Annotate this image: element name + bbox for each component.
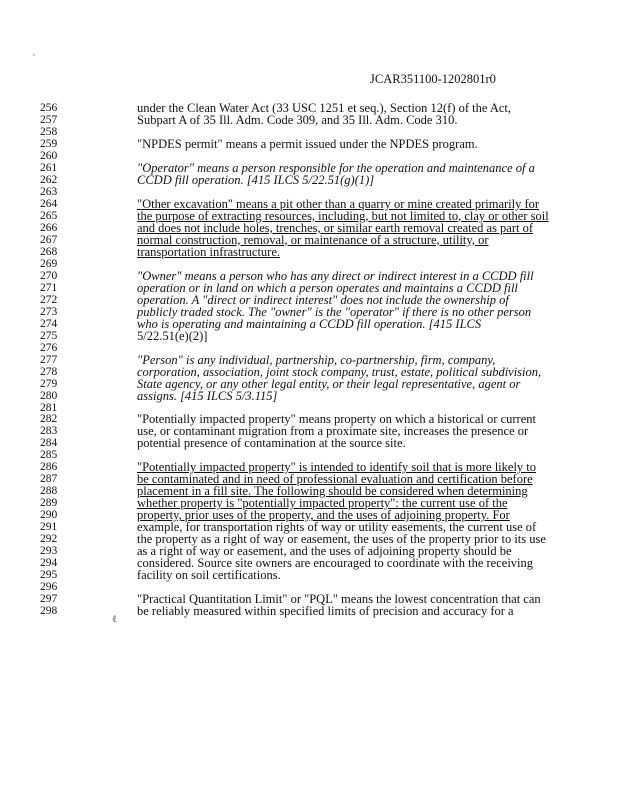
- line-number: 296: [40, 581, 58, 594]
- margin-mark: ℓ: [112, 614, 117, 625]
- corner-mark: ,: [33, 48, 35, 57]
- line-number: 284: [40, 437, 58, 450]
- line-number: 260: [40, 149, 58, 162]
- line-text: "Practical Quantitation Limit" or "PQL" means the lowest concentration that can: [137, 592, 541, 607]
- line-text: Subpart A of 35 Ill. Adm. Code 309, and 35 Ill. Adm. Code 310.: [137, 112, 458, 127]
- line-text: the purpose of extracting resources, including, but not limited to, clay or other soil: [137, 208, 549, 223]
- line-number: 259: [40, 137, 58, 150]
- line-number: 267: [40, 233, 58, 246]
- line-number: 291: [40, 521, 58, 534]
- line-number: 261: [40, 161, 58, 174]
- line-number: 272: [40, 293, 58, 306]
- line-text: under the Clean Water Act (33 USC 1251 et seq.), Section 12(f) of the Act,: [137, 101, 512, 115]
- line-text: be contaminated and in need of professional evaluation and certification before: [137, 472, 533, 487]
- line-text: "Potentially impacted property" is intended to identify soil that is more likely to: [137, 460, 537, 475]
- line-number: 279: [40, 377, 58, 390]
- line-text: "Potentially impacted property" means property on which a historical or current: [137, 412, 536, 427]
- line-text: "Operator" means a person responsible for the operation and maintenance of a: [137, 160, 535, 175]
- line-number: 264: [40, 197, 58, 210]
- line-number: 268: [40, 245, 58, 258]
- line-number: 290: [40, 509, 58, 522]
- line-number: 262: [40, 173, 58, 186]
- line-number: 263: [40, 185, 58, 198]
- line-text: as a right of way or easement, and the uses of adjoining property should be: [137, 544, 512, 559]
- line-number: 276: [40, 341, 58, 354]
- line-text: property, prior uses of the property, and the uses of adjoining property. For: [137, 508, 510, 523]
- line-number: 257: [40, 113, 58, 126]
- line-number: 277: [40, 353, 58, 366]
- line-text: operation. A "direct or indirect interest" does not include the ownership of: [137, 292, 509, 307]
- line-text: "Other excavation" means a pit other than a quarry or mine created primarily for: [137, 196, 540, 211]
- line-text: considered. Source site owners are encouraged to coordinate with the receiving: [137, 556, 534, 571]
- line-number: 293: [40, 545, 58, 558]
- line-text: whether property is "potentially impacted property": the current use of the: [137, 496, 508, 511]
- line-text: "NPDES permit" means a permit issued under the NPDES program.: [137, 136, 478, 151]
- line-number: 280: [40, 389, 58, 402]
- line-text: be reliably measured within specified limits of precision and accuracy for a: [137, 604, 514, 619]
- line-text: who is operating and maintaining a CCDD fill operation. [415 ILCS: [137, 316, 482, 331]
- line-number: 275: [40, 329, 58, 342]
- line-text: corporation, association, joint stock company, trust, estate, political subdivision,: [137, 364, 542, 379]
- line-number: 286: [40, 461, 58, 474]
- line-number: 295: [40, 569, 58, 582]
- line-text: 5/22.51(e)(2)]: [137, 328, 208, 343]
- line-text: use, or contaminant migration from a proximate site, increases the presence or: [137, 424, 529, 439]
- line-number: 281: [40, 401, 58, 414]
- line-number: 294: [40, 557, 58, 570]
- line-number: 292: [40, 533, 58, 546]
- line-text: State agency, or any other legal entity, or their legal representative, agent or: [137, 376, 521, 391]
- line-text: placement in a fill site. The following should be considered when determining: [137, 484, 528, 499]
- document-code: JCAR351100-1202801r0: [370, 72, 496, 86]
- line-text: operation or in land on which a person operates and maintains a CCDD fill: [137, 280, 518, 295]
- line-text: normal construction, removal, or maintenance of a structure, utility, or: [137, 232, 489, 247]
- line-text: the property as a right of way or easement, the uses of the property prior to its use: [137, 532, 546, 547]
- line-number: 265: [40, 209, 58, 222]
- line-number: 298: [40, 605, 58, 618]
- line-number: 282: [40, 413, 58, 426]
- line-text: CCDD fill operation. [415 ILCS 5/22.51(g)(1)]: [137, 172, 375, 187]
- line-number: 283: [40, 425, 58, 438]
- line-text: assigns. [415 ILCS 5/3.115]: [137, 388, 278, 403]
- line-number: 269: [40, 257, 58, 270]
- line-number: 270: [40, 269, 58, 282]
- line-text: facility on soil certifications.: [137, 568, 281, 583]
- line-text: example, for transportation rights of way or utility easements, the current use of: [137, 520, 537, 535]
- line-text: and does not include holes, trenches, or similar earth removal created as part of: [137, 220, 534, 235]
- line-number: 278: [40, 365, 58, 378]
- line-text: "Person" is any individual, partnership, co-partnership, firm, company,: [137, 352, 496, 367]
- line-number: 256: [40, 102, 58, 114]
- line-number: 258: [40, 125, 58, 138]
- document-line: [0, 604, 618, 618]
- line-number: 271: [40, 281, 58, 294]
- line-number: 285: [40, 449, 58, 462]
- line-text: "Owner" means a person who has any direct or indirect interest in a CCDD fill: [137, 268, 534, 283]
- line-number: 288: [40, 485, 58, 498]
- line-number: 287: [40, 473, 58, 486]
- line-number: 289: [40, 497, 58, 510]
- line-text: potential presence of contamination at the source site.: [137, 436, 406, 451]
- line-text: publicly traded stock. The "owner" is the "operator" if there is no other person: [137, 304, 532, 319]
- line-text: transportation infrastructure.: [137, 244, 281, 259]
- line-number: 297: [40, 593, 58, 606]
- line-number: 273: [40, 305, 58, 318]
- line-number: 274: [40, 317, 58, 330]
- line-number: 266: [40, 221, 58, 234]
